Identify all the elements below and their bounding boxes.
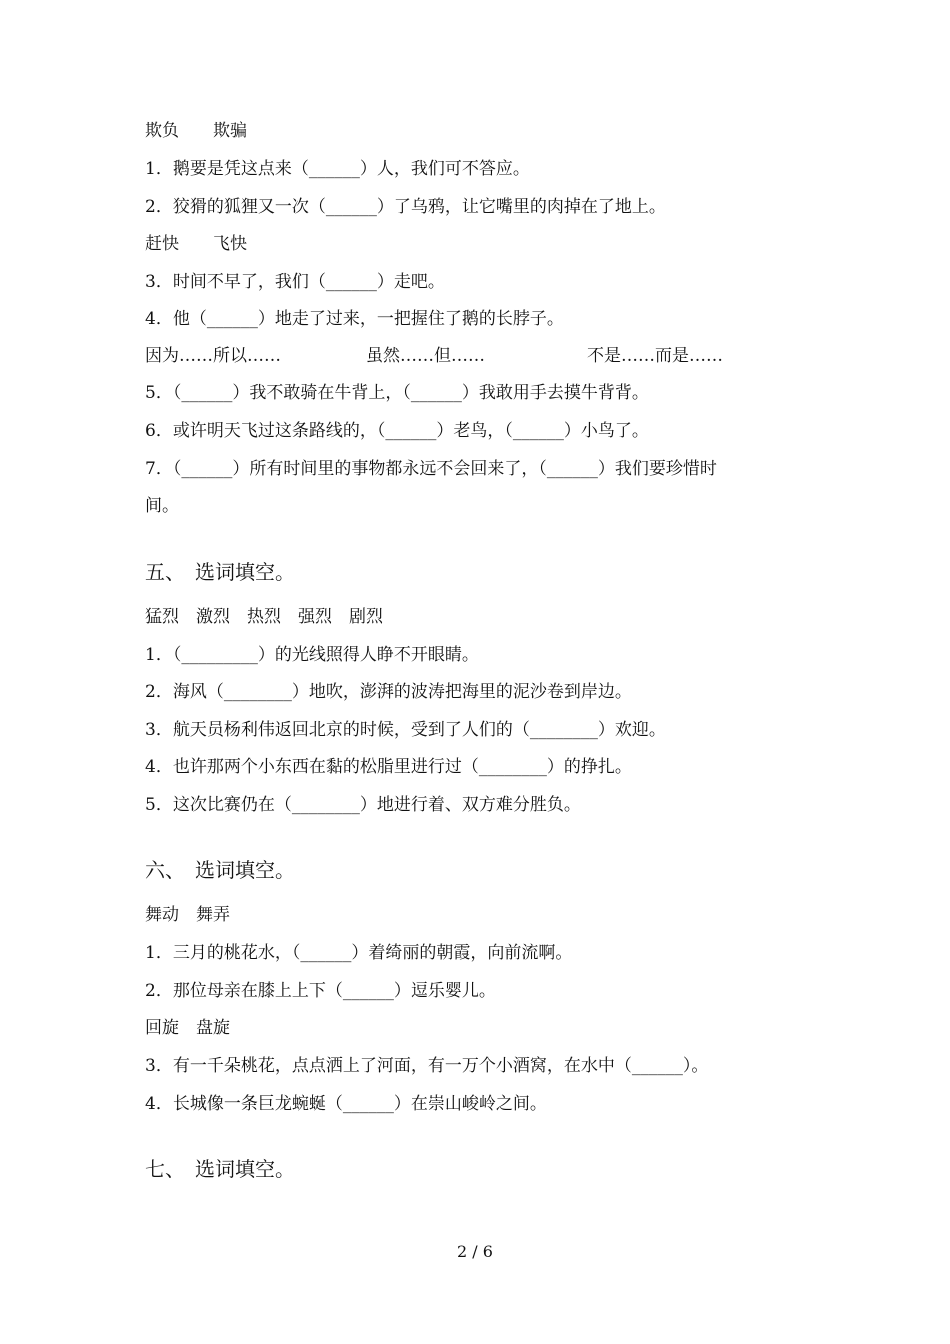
question-text: 4．他（______）地走了过来，一把握住了鹅的长脖子。 bbox=[145, 309, 564, 329]
question-text: 7．（______）所有时间里的事物都永远不会回来了，（______）我们要珍惜时 bbox=[145, 459, 717, 479]
word-choices: 舞动 舞弄 bbox=[145, 905, 230, 925]
word-choices: 欺负 欺骗 bbox=[145, 121, 247, 141]
question-text: 2．那位母亲在膝上上下（______）逗乐婴儿。 bbox=[145, 981, 496, 1001]
word-choices: 回旋 盘旋 bbox=[145, 1018, 230, 1038]
question-text: 5．这次比赛仍在（________）地进行着、双方难分胜负。 bbox=[145, 795, 581, 815]
question-text: 1．鹅要是凭这点来（______）人，我们可不答应。 bbox=[145, 159, 530, 179]
question-text: 1．（_________）的光线照得人睁不开眼睛。 bbox=[145, 645, 479, 665]
section-heading: 五、 选词填空。 bbox=[145, 560, 295, 584]
question-text: 3．航天员杨利伟返回北京的时候，受到了人们的（________）欢迎。 bbox=[145, 720, 666, 740]
section-heading: 七、 选词填空。 bbox=[145, 1157, 295, 1181]
question-text-continued: 间。 bbox=[145, 496, 179, 516]
question-text: 5．（______）我不敢骑在牛背上，（______）我敢用手去摸牛背背。 bbox=[145, 383, 649, 403]
question-text: 2．狡猾的狐狸又一次（______）了乌鸦，让它嘴里的肉掉在了地上。 bbox=[145, 197, 666, 217]
word-choices: 猛烈 激烈 热烈 强烈 剧烈 bbox=[145, 607, 383, 627]
question-text: 2．海风（________）地吹，澎湃的波涛把海里的泥沙卷到岸边。 bbox=[145, 682, 632, 702]
page-number: 2 / 6 bbox=[457, 1242, 493, 1261]
question-text: 3．时间不早了，我们（______）走吧。 bbox=[145, 272, 445, 292]
question-text: 1．三月的桃花水，（______）着绮丽的朝霞，向前流啊。 bbox=[145, 943, 573, 963]
question-text: 3．有一千朵桃花，点点洒上了河面，有一万个小酒窝，在水中（______）。 bbox=[145, 1056, 709, 1076]
question-text: 4．长城像一条巨龙蜿蜒（______）在崇山峻岭之间。 bbox=[145, 1094, 547, 1114]
section-heading: 六、 选词填空。 bbox=[145, 858, 295, 882]
word-choices: 赶快 飞快 bbox=[145, 234, 247, 254]
question-text: 4．也许那两个小东西在黏的松脂里进行过（________）的挣扎。 bbox=[145, 757, 632, 777]
word-choices: 因为……所以…… 虽然……但…… 不是……而是…… bbox=[145, 346, 723, 366]
question-text: 6．或许明天飞过这条路线的，（______）老鸟，（______）小鸟了。 bbox=[145, 421, 649, 441]
